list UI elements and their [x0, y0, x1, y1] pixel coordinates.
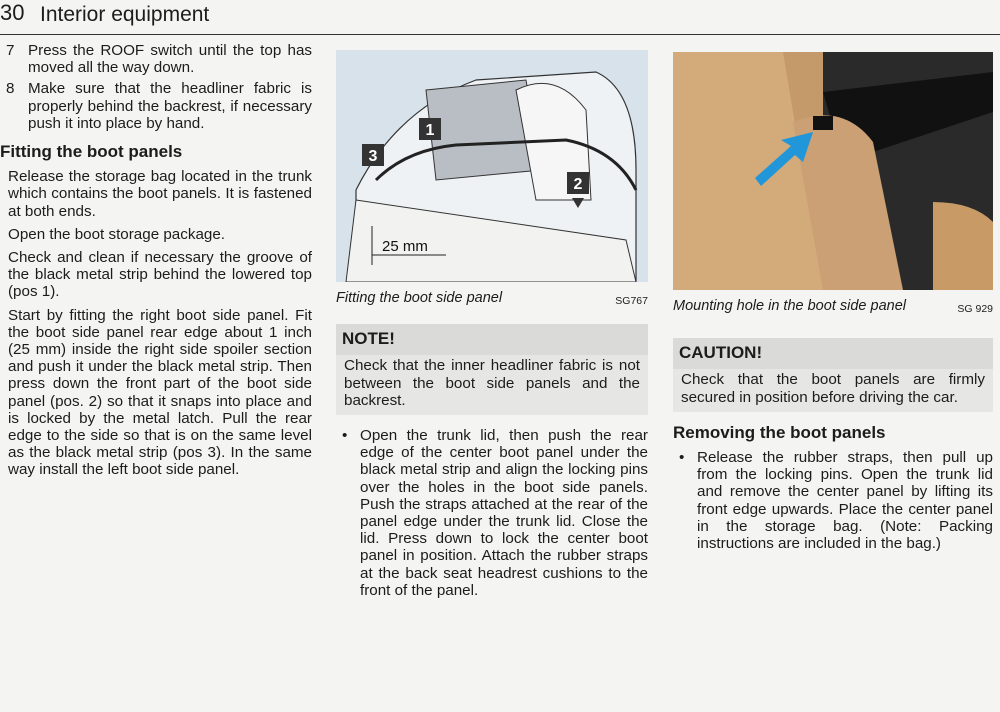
caution-title: CAUTION!: [679, 343, 763, 363]
bullet-dot: •: [342, 427, 348, 445]
column-1: [0, 42, 312, 485]
note-box: [336, 324, 648, 415]
paragraph: Open the boot storage package.: [8, 225, 226, 243]
boot-panel-illustration: [336, 50, 648, 282]
step-text: Make sure that the headliner fabric is properly behind the backrest, if necessary push it into place by hand.: [28, 80, 312, 132]
caption-text: Fitting the boot side panel: [336, 290, 503, 306]
figure-label-3: 3: [368, 148, 378, 165]
figure-label-1: 1: [425, 122, 435, 139]
page-number: 30: [0, 0, 25, 25]
paragraph: Release the storage bag located in the trunk which contains the boot panels. It is fastened at both ends.: [8, 168, 312, 220]
column-2: [336, 50, 648, 599]
figure-caption: [336, 290, 648, 310]
figure-code: SG767: [615, 295, 648, 307]
fitting-heading: Fitting the boot panels: [0, 142, 183, 162]
bullet-item: [336, 427, 648, 599]
caution-text: Check that the boot panels are firmly secured in position before driving the car.: [673, 369, 993, 411]
paragraph: Check and clean if necessary the groove of the black metal strip behind the lowered top (pos 1).: [8, 249, 312, 301]
bullet-text: Open the trunk lid, then push the rear edge of the center boot panel under the black metal strip and align the locking pins over the holes in the boot side panels. Push the straps attached at the rear of the panel edge under the trunk lid. Close the lid. Press down to lock the center boot panel in position. Attach the rubber straps at the back seat headrest cushions to the front of the panel.: [360, 427, 648, 599]
bullet-item: [673, 449, 993, 552]
paragraph: Start by fitting the right boot side panel. Fit the boot side panel rear edge about 1 inch (25 mm) inside the right side spoiler section and push it under the black metal strip. Then press down the front part of the boot side panel (pos. 2) so that it snaps into place and is locked by the metal latch. Pull the rear edge to the side so that is on the same level as the black metal strip (pos 3). In the same way install the left boot side panel.: [8, 306, 312, 479]
section-title: Interior equipment: [40, 3, 210, 26]
column-3: [673, 52, 993, 552]
bullet-dot: •: [679, 449, 685, 467]
page-header: [0, 0, 1000, 34]
note-text: Check that the inner headliner fabric is not between the boot side panels and the backrest.: [336, 355, 648, 415]
dimension-label: 25 mm: [382, 238, 428, 255]
step-number: 7: [6, 42, 15, 59]
removing-heading: Removing the boot panels: [673, 422, 886, 442]
step-item: [0, 42, 312, 76]
boot-side-panel-figure: [336, 50, 648, 282]
caution-box: [673, 338, 993, 412]
figure-code: SG 929: [957, 303, 993, 315]
step-text: Press the ROOF switch until the top has moved all the way down.: [28, 42, 312, 77]
bullet-text: Release the rubber straps, then pull up from the locking pins. Open the trunk lid and remove the center panel by lifting its front edge upwards. Place the center panel in the storage bag. (Note: Packing instructions are included in the bag.): [697, 449, 993, 553]
step-number: 8: [6, 80, 15, 98]
note-title: NOTE!: [342, 329, 395, 349]
mounting-hole-image: [673, 52, 993, 290]
caption-text: Mounting hole in the boot side panel: [673, 298, 906, 314]
step-item: [0, 80, 312, 132]
figure-caption: [673, 298, 993, 318]
mounting-hole-photo: [673, 52, 993, 290]
figure-label-2: 2: [573, 176, 583, 193]
header-rule: [0, 34, 1000, 35]
